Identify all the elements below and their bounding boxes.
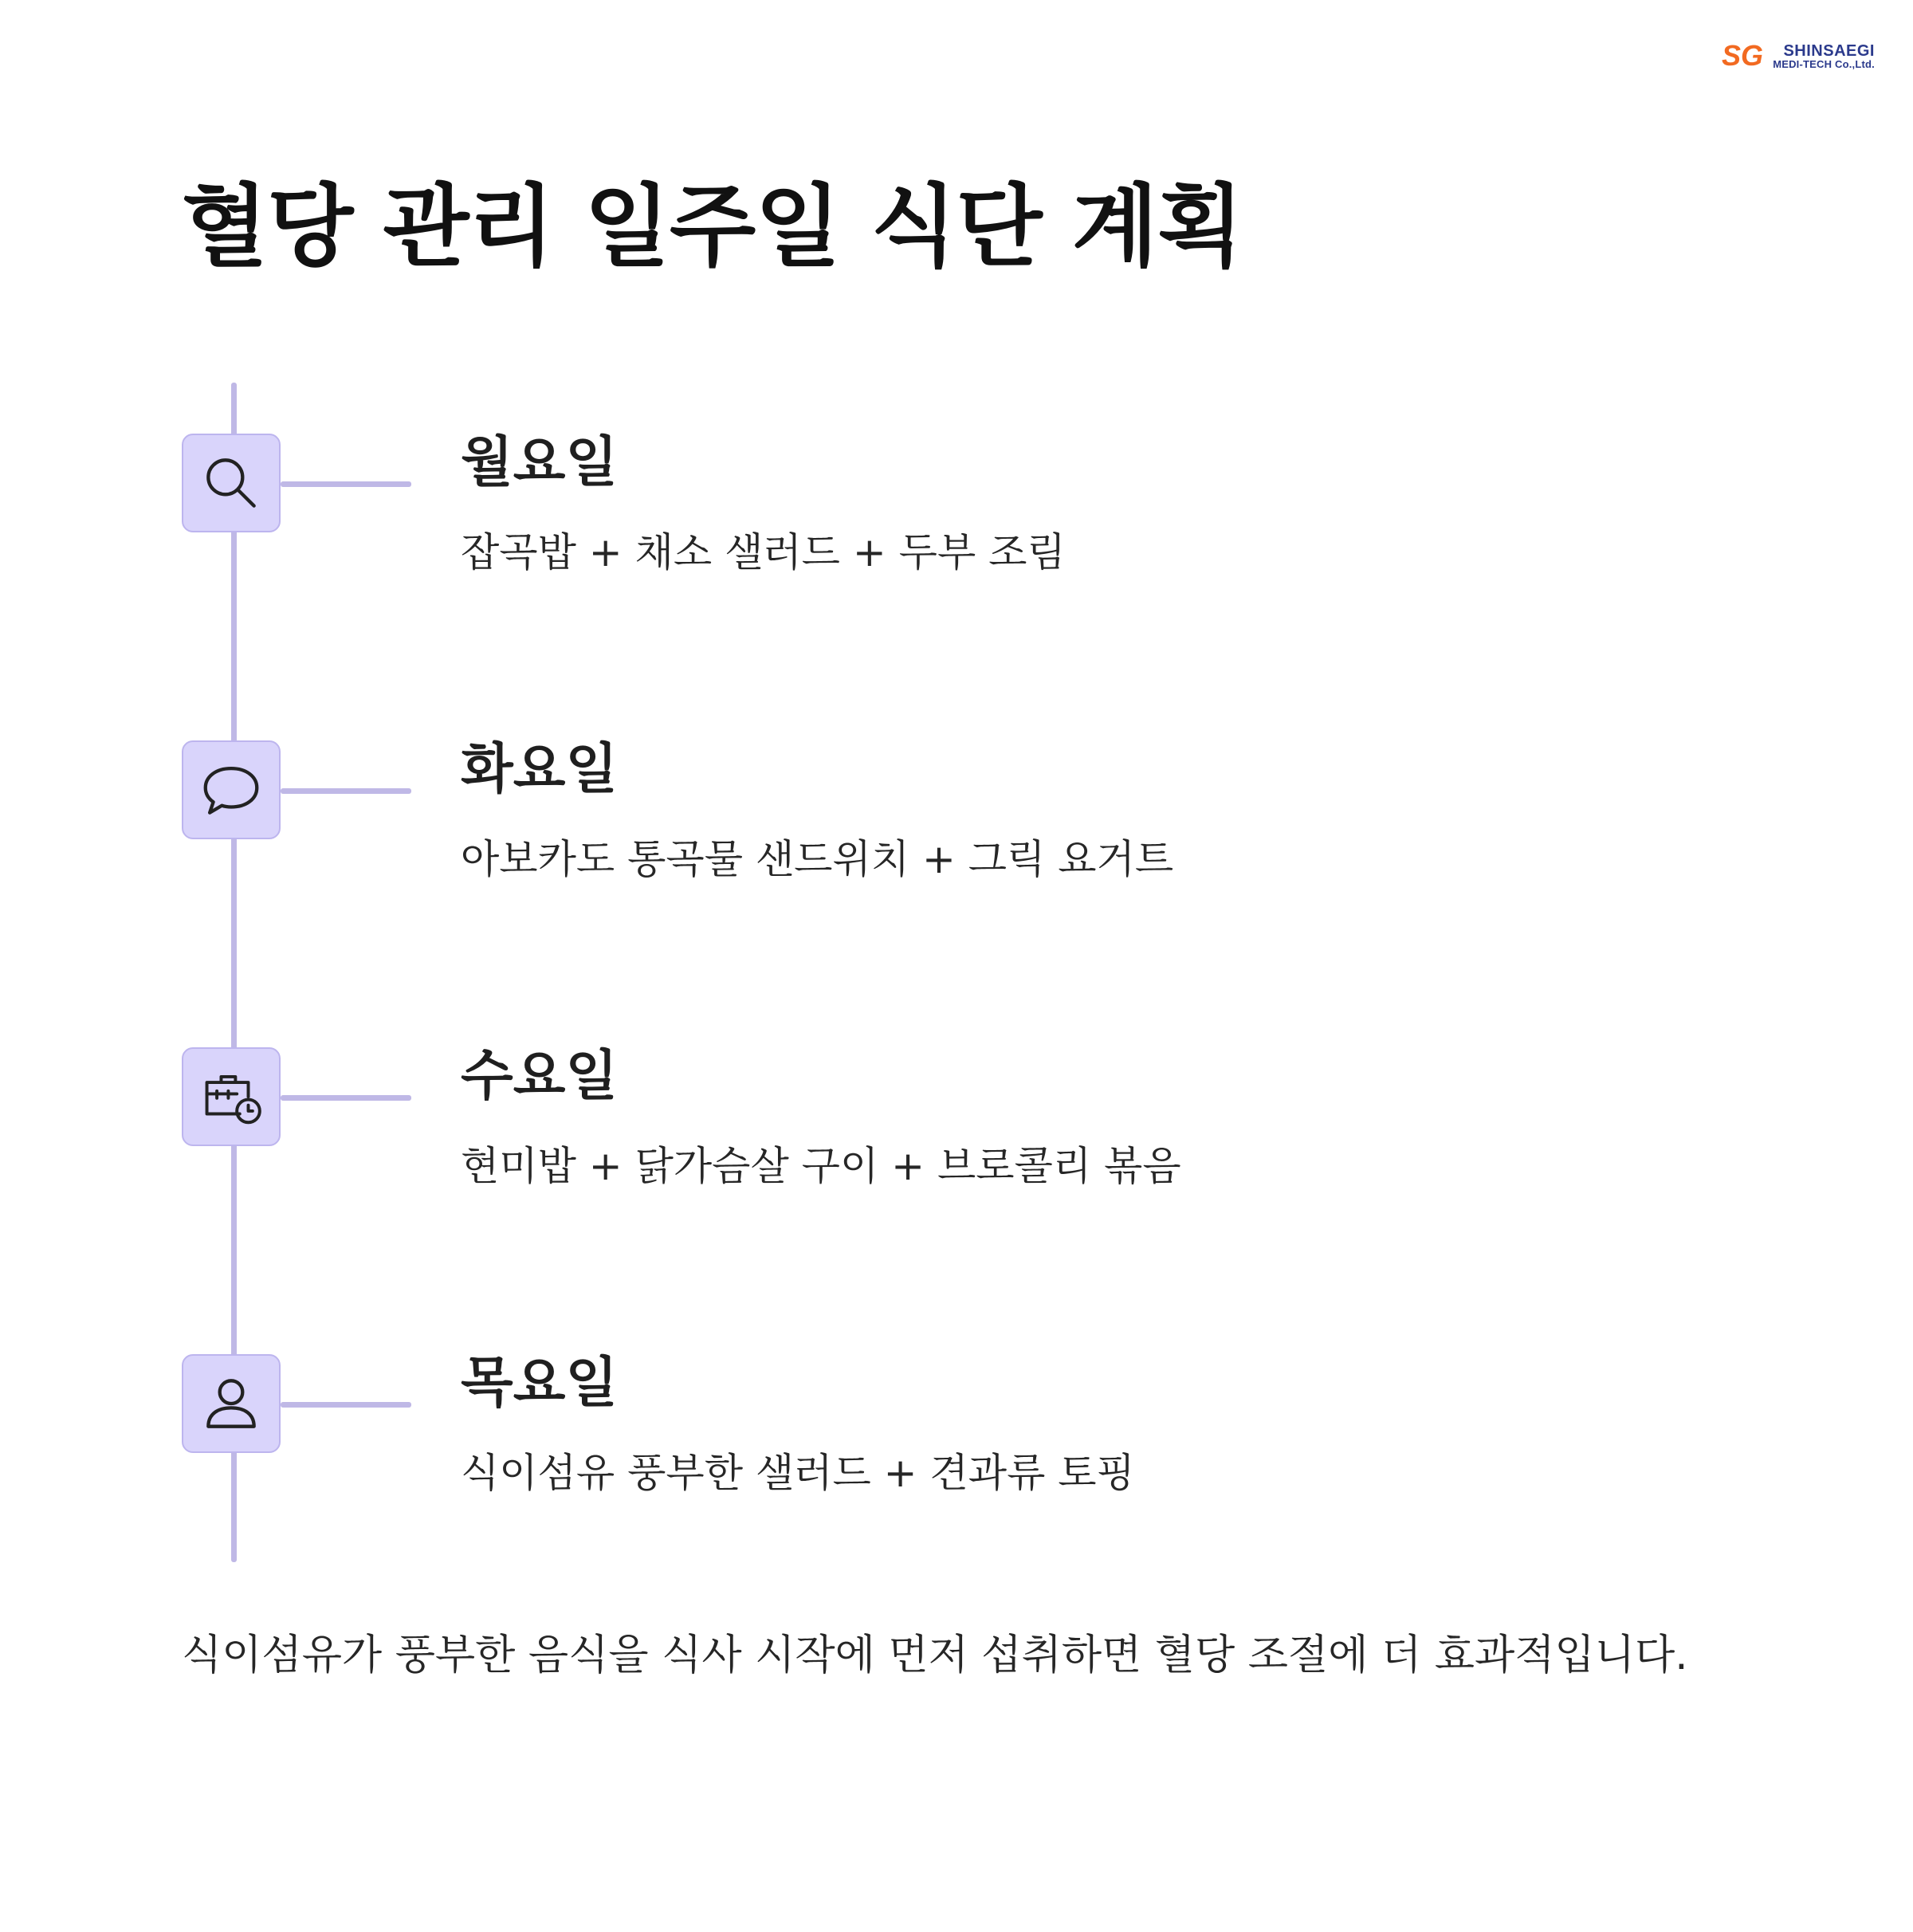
sg-logo-icon <box>1722 40 1768 72</box>
company-logo <box>1722 40 1875 72</box>
company-name-line1: SHINSAEGI <box>1783 41 1875 60</box>
day-menu: 잡곡밥 + 채소 샐러드 + 두부 조림 <box>461 529 1066 575</box>
day-icon-box <box>182 740 281 839</box>
search-icon <box>197 449 265 517</box>
user-icon <box>197 1369 265 1438</box>
svg-text:SG: SG <box>1722 40 1764 72</box>
day-title: 월요일 <box>461 431 619 494</box>
timeline-item-wednesday <box>0 1044 1913 1204</box>
briefcase-clock-icon <box>197 1062 265 1131</box>
day-menu: 현미밥 + 닭가슴살 구이 + 브로콜리 볶음 <box>461 1143 1181 1189</box>
day-title: 목요일 <box>461 1352 619 1415</box>
timeline-connector <box>281 1095 411 1101</box>
timeline-connector <box>281 1402 411 1408</box>
day-title: 수요일 <box>461 1045 619 1108</box>
day-icon-box <box>182 434 281 532</box>
timeline-connector <box>281 481 411 487</box>
company-name-line2: MEDI-TECH Co.,Ltd. <box>1773 57 1875 70</box>
day-title: 화요일 <box>461 738 619 801</box>
page-title: 혈당 관리 일주일 식단 계획 <box>182 175 1243 279</box>
timeline-connector <box>281 788 411 794</box>
tip-note: 식이섬유가 풍부한 음식을 식사 시작에 먼저 섭취하면 혈당 조절에 더 효과적입니다. <box>182 1632 1688 1679</box>
chat-bubble-icon <box>197 756 265 824</box>
day-menu: 식이섬유 풍부한 샐러드 + 견과류 토핑 <box>461 1450 1135 1496</box>
timeline-item-tuesday <box>0 737 1913 897</box>
day-icon-box <box>182 1047 281 1146</box>
day-menu: 아보카도 통곡물 샌드위치 + 그릭 요거트 <box>461 836 1174 882</box>
day-icon-box <box>182 1354 281 1453</box>
timeline-item-thursday <box>0 1351 1913 1510</box>
timeline-item-monday <box>0 430 1913 590</box>
company-name <box>1773 43 1875 69</box>
